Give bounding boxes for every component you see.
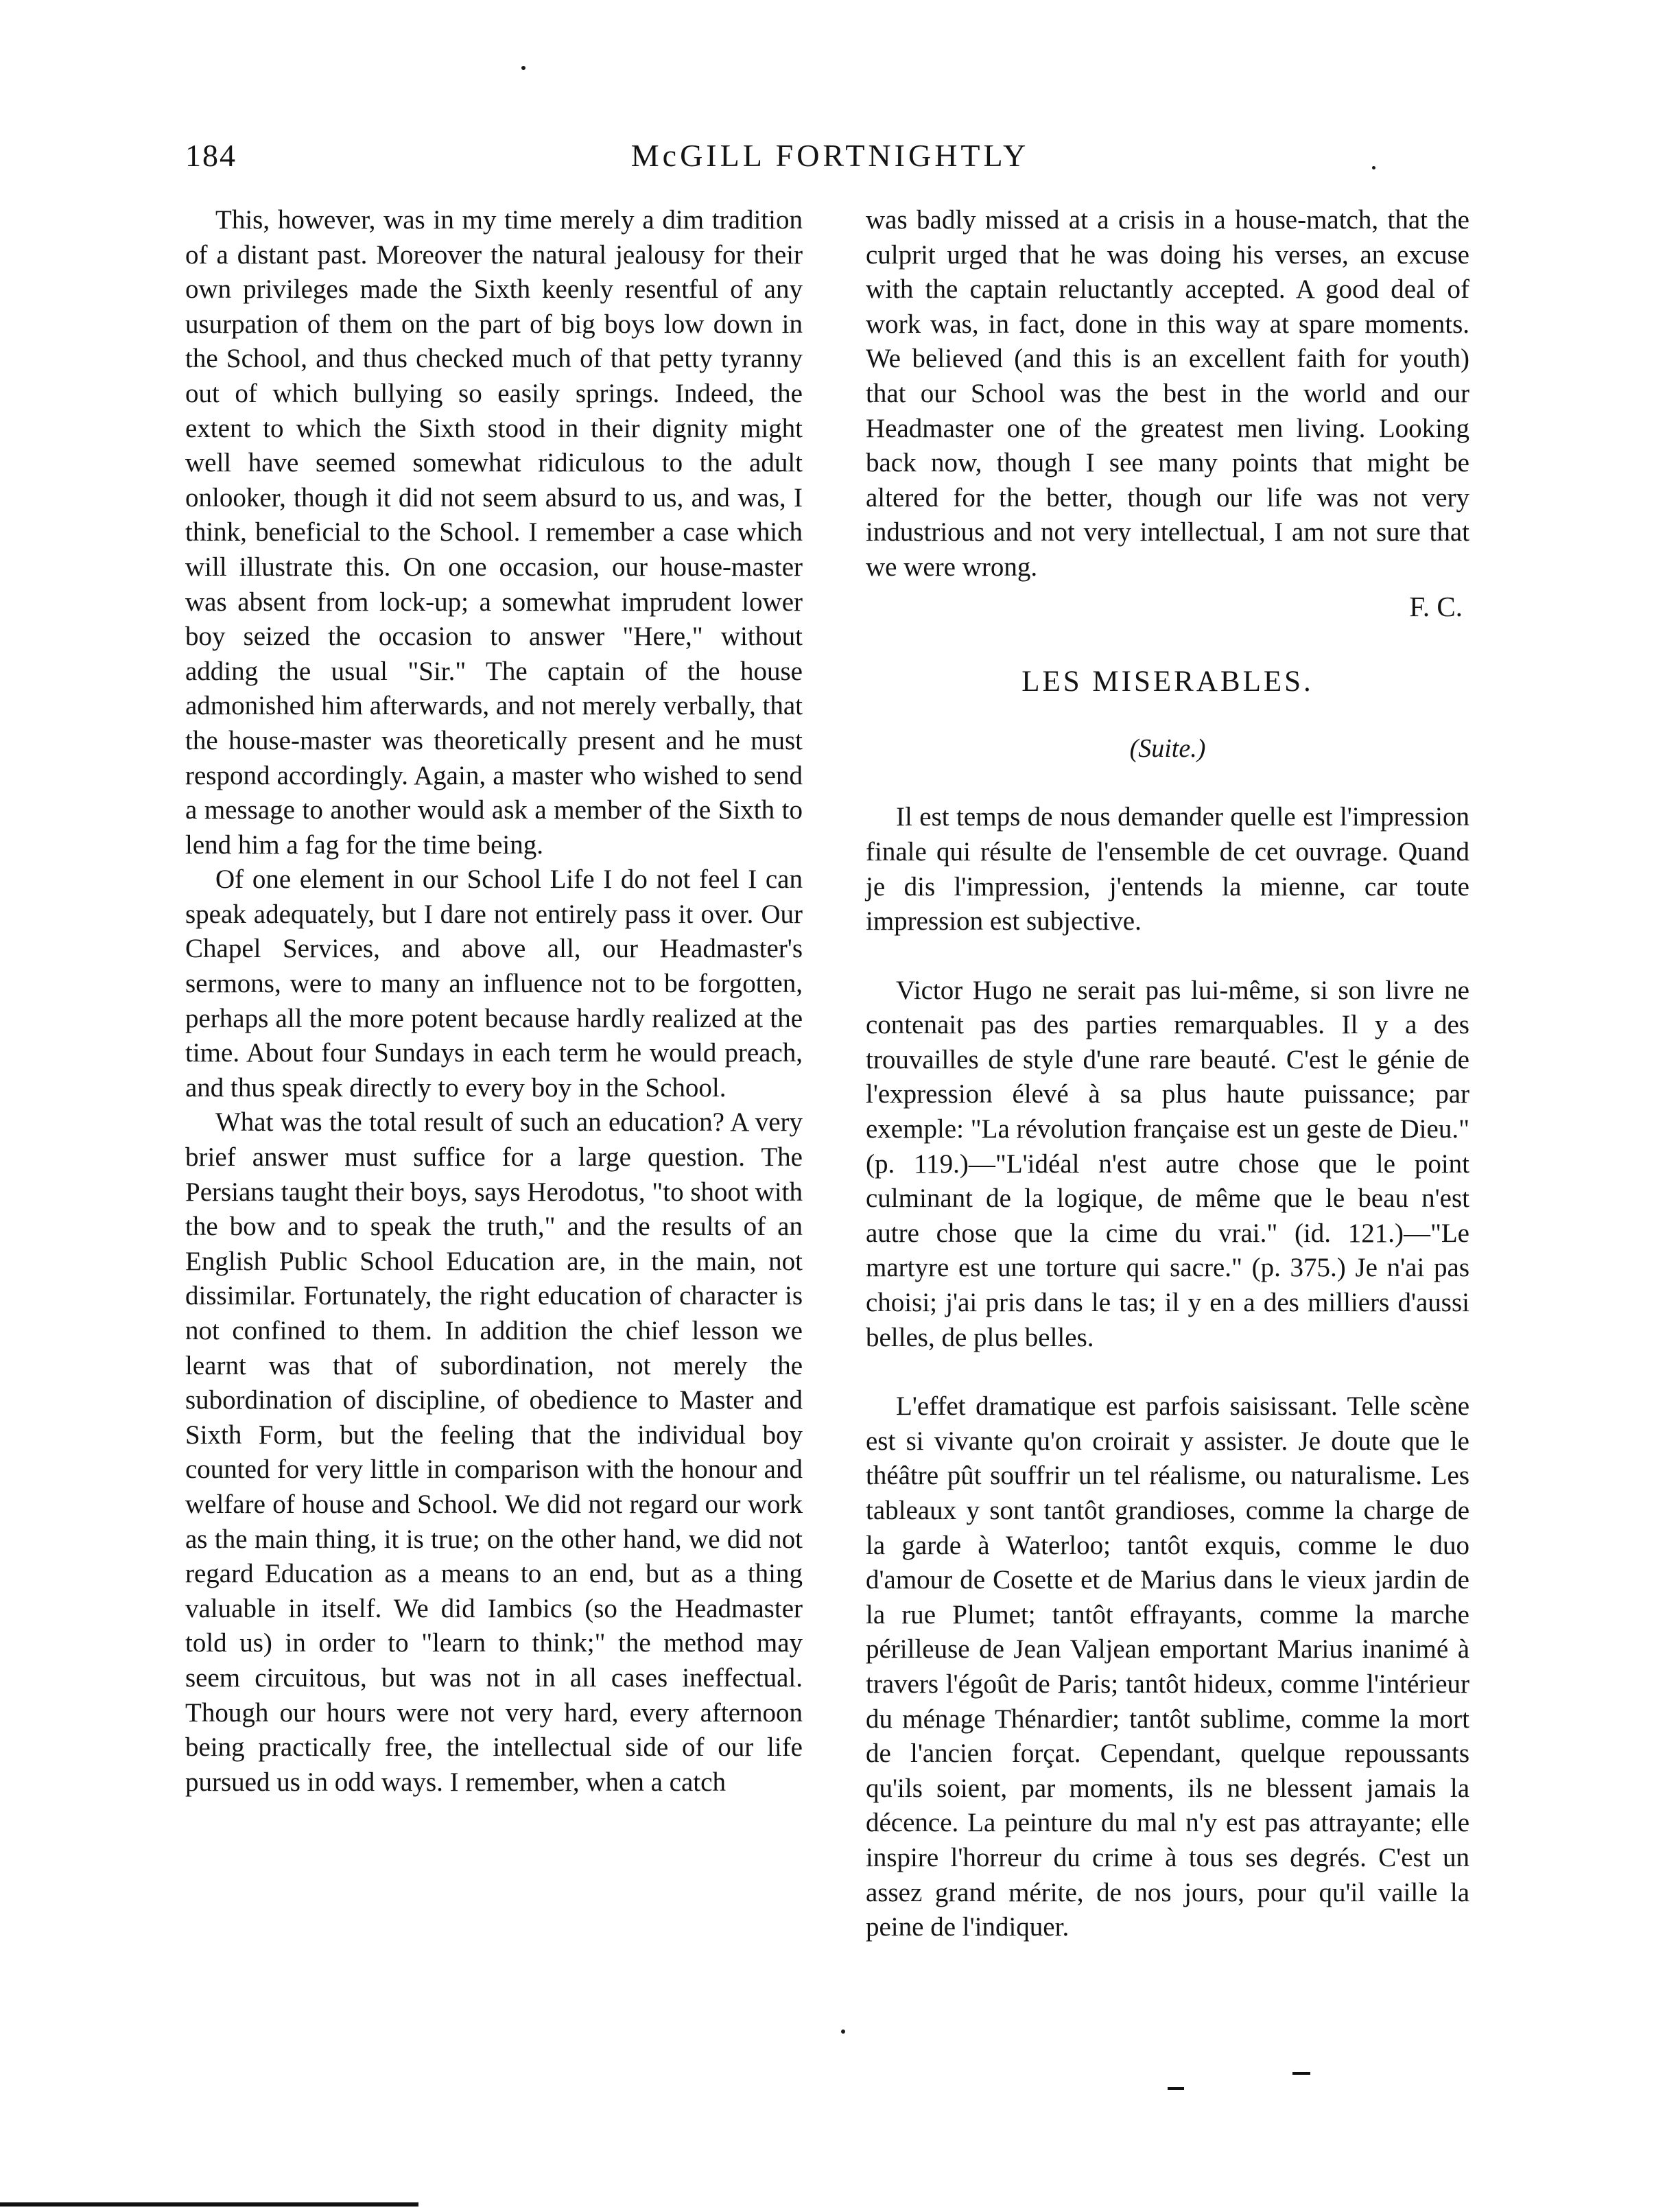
body-paragraph: What was the total result of such an education? A very brief answer must suffice for a large question. The Persians taught their boys, says Herodotus, "to shoot with the bow and to speak the truth," and the results of an English Public School Education are, in the main, not dissimilar. Fortunately, the right education of character is not confined to them. In addition the chief lesson we learnt was that of subordination, not merely the subordination of discipline, of obedience to Master and Sixth Form, but the feeling that the individual boy counted for very little in comparison with the honour and welfare of house and School. We did not regard our work as the main thing, it is true; on the other hand, we did not regard Education as a means to an end, but as a thing valuable in itself. We did Iambics (so the Headmaster told us) in order to "learn to think;" the method may seem circuitous, but was not in all cases ineffectual. Though our hours were not very hard, every afternoon being practically free, the intellectual side of our life pursued us in odd ways. I remember, when a catch (185, 1107, 803, 1797)
article-subtitle: (Suite.) (1129, 733, 1206, 763)
body-paragraph: L'effet dramatique est parfois saisissant. Telle scène est si vivante qu'on croirait y assister. Je doute que le théâtre pût souffrir un tel réalisme, ou naturalisme. Les tableaux y sont tantôt grandioses, comme la charge de la garde à Waterloo; tantôt exquis, comme le duo d'amour de Cosette et de Marius dans le vieux jardin de la rue Plumet; tantôt effrayants, comme la marche périlleuse de Jean Valjean emportant Marius inanimé à travers l'égoût de Paris; tantôt hideux, comme l'intérieur du ménage Thénardier; tantôt sublime, comme la mort de l'ancien forçat. Cependant, quelque repoussants qu'ils soient, par moments, ils ne blessent jamais la décence. La peinture du mal n'y est pas attrayante; elle inspire l'horreur du crime à tous ses degrés. C'est un assez grand mérite, de nos jours, pour qu'il vaille la peine de l'indiquer. (866, 1391, 1469, 1942)
article-title: LES MISERABLES. (1021, 666, 1314, 698)
end-ornament (1292, 2072, 1310, 2075)
end-ornament (1168, 2087, 1184, 2090)
running-head: McGILL FORTNIGHTLY (630, 138, 1030, 173)
left-column (185, 203, 803, 1800)
body-paragraph: This, however, was in my time merely a dim tradition of a distant past. Moreover the natural jealousy for their own privileges made the Sixth keenly resentful of any usurpation of them on the part of big boys low down in the School, and thus checked much of that petty tyranny out of which bullying so easily springs. Indeed, the extent to which the Sixth stood in their dignity might well have seemed somewhat ridiculous to the adult onlooker, though it did not seem absurd to us, and was, I think, beneficial to the School. I remember a case which will illustrate this. On one occasion, our house-master was absent from lock-up; a somewhat imprudent lower boy seized the occasion to answer "Here," without adding the usual "Sir." The captain of the house admonished him afterwards, and not merely verbally, that the house-master was theoretically present and he must respond accordingly. Again, a master who wished to send a message to another would ask a member of the Sixth to lend him a fag for the time being. (185, 205, 803, 860)
right-column (866, 203, 1469, 1945)
print-speck (841, 2029, 845, 2034)
body-paragraph: Of one element in our School Life I do not feel I can speak adequately, but I dare not entirely pass it over. Our Chapel Services, and above all, our Headmaster's sermons, were to many an influence not to be forgotten, perhaps all the more potent because hardly realized at the time. About four Sundays in each term he would preach, and thus speak directly to every boy in the School. (185, 864, 803, 1103)
body-paragraph: Victor Hugo ne serait pas lui-même, si son livre ne contenait pas des parties remarquables. Il y a des trouvailles de style d'une rare beauté. C'est le génie de l'expression élevé à sa plus haute puissance; par exemple: "La révolution française est un geste de Dieu." (p. 119.)—"L'idéal n'est autre chose que le point culminant de la logique, de même que le beau n'est autre chose que la cime du vrai." (id. 121.)—"Le martyre est une torture qui sacre." (p. 375.) Je n'ai pas choisi; j'ai pris dans le tas; il y en a des milliers d'aussi belles, de plus belles. (866, 975, 1469, 1352)
body-paragraph: Il est temps de nous demander quelle est l'impression finale qui résulte de l'ensemble de cet ouvrage. Quand je dis l'impression, j'entends la mienne, car toute impression est subjective. (866, 802, 1469, 937)
page-header (185, 137, 1475, 178)
print-speck (521, 66, 525, 70)
page-number: 184 (185, 138, 237, 173)
bottom-rule (0, 2202, 418, 2207)
continued-paragraph: was badly missed at a crisis in a house-match, that the culprit urged that he was doing his verses, an excuse with the captain reluctantly accepted. A good deal of work was, in fact, done in this way at spare moments. We believed (and this is an excellent faith for youth) that our School was the best in the world and our Headmaster one of the greatest men living. Looking back now, though I see many points that might be altered for the better, though our life was not very industrious and not very intellectual, I am not sure that we were wrong. (866, 205, 1469, 582)
author-signature: F. C. (1409, 590, 1463, 622)
